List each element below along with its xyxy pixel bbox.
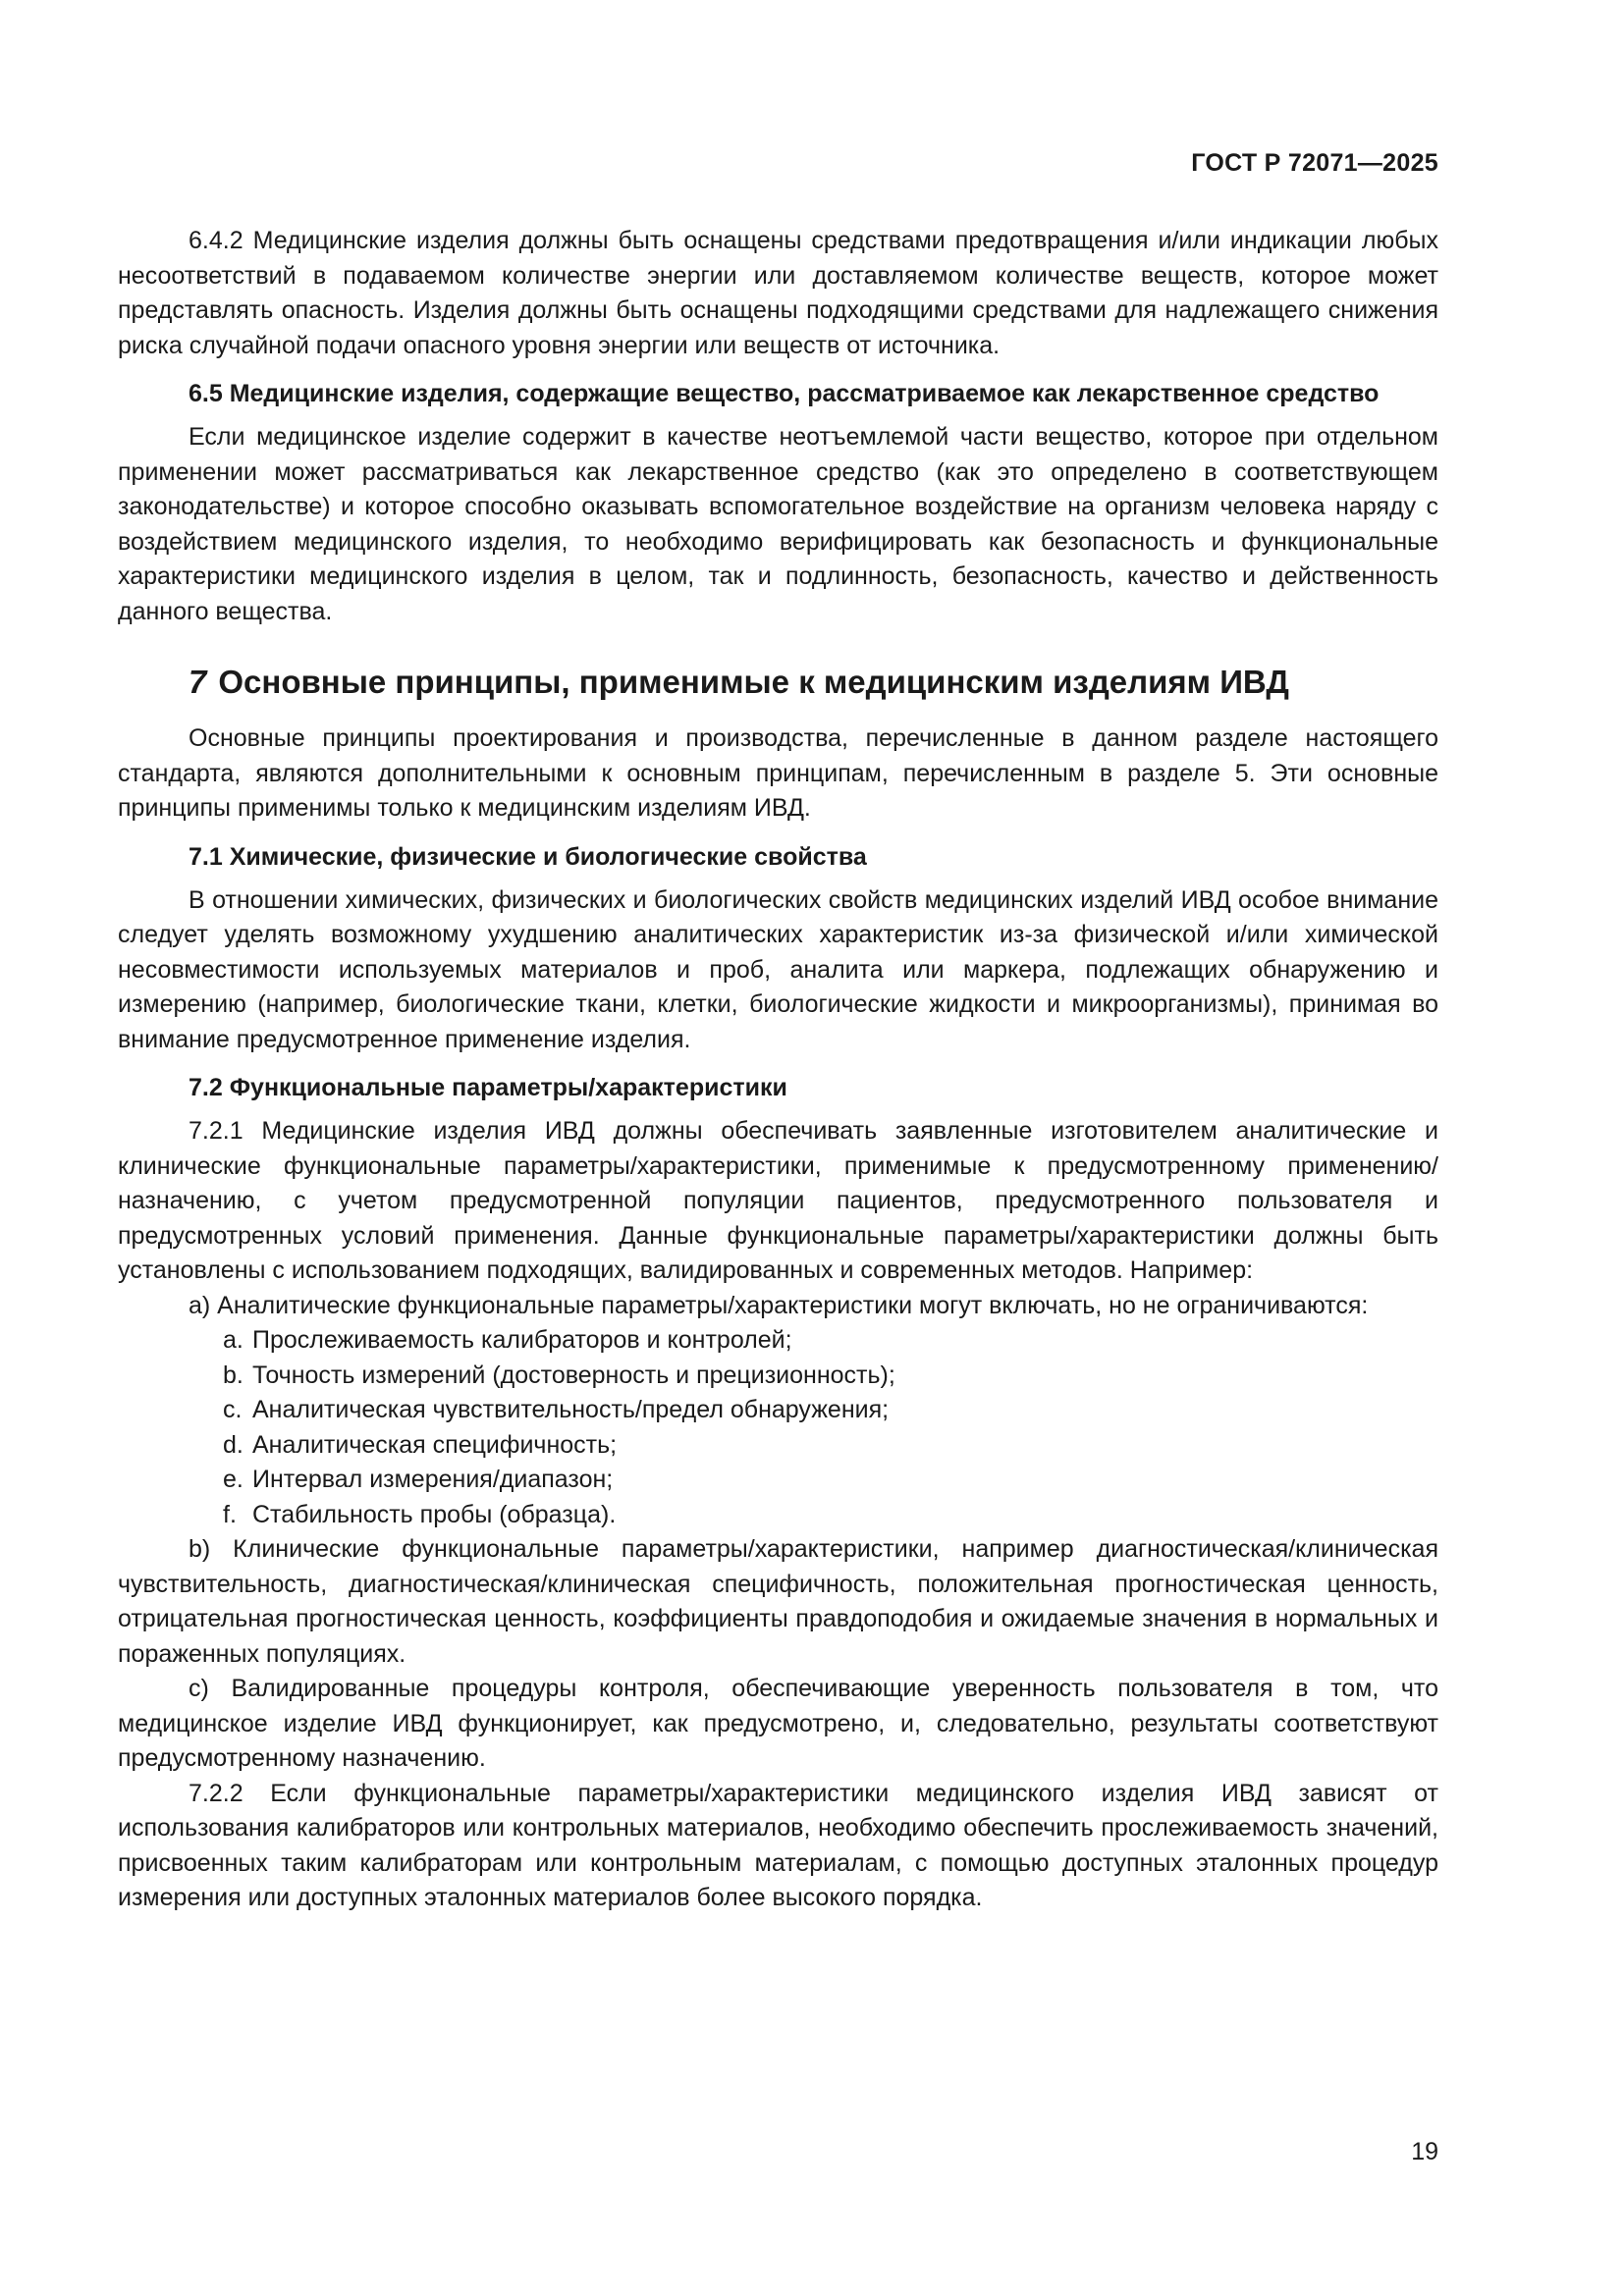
- list-item-label: d.: [223, 1430, 244, 1459]
- heading-6-5: 6.5 Медицинские изделия, содержащие вещество, рассматриваемое как лекарственное средство: [189, 380, 1380, 407]
- paragraph-6-4-2: 6.4.2 Медицинские изделия должны быть оснащены средствами предотвращения и/или индикации любых несоответствий в подаваемом количестве энергии или доставляемом количестве веществ, которое может представлять опасность. Изделия должны быть оснащены подходящими средствами для надлежащего снижения риска случайной подачи опасного уровня энергии или веществ от источника.: [118, 227, 1438, 359]
- section-7-title: Основные принципы, применимые к медицинским изделиям ИВД: [218, 664, 1289, 700]
- list-item-label: f.: [223, 1500, 237, 1528]
- paragraph-7-2-2: 7.2.2 Если функциональные параметры/характеристики медицинского изделия ИВД зависят от использования калибраторов или контрольных материалов, необходимо обеспечить прослеживаемость значений, присвоенных таким калибраторам или контрольным материалам, с помощью доступных эталонных процедур измерения или доступных эталонных материалов более высокого порядка.: [118, 1779, 1438, 1911]
- section-7-heading: [118, 663, 1438, 702]
- list-item-text: Интервал измерения/диапазон;: [252, 1466, 614, 1493]
- list-item: [118, 1428, 1438, 1464]
- list-item-text: Аналитическая чувствительность/предел обнаружения;: [252, 1396, 890, 1423]
- list-item-text: Стабильность пробы (образца).: [252, 1500, 617, 1528]
- list-item: [118, 1393, 1438, 1428]
- paragraph-7-2-1-a: a) Аналитические функциональные параметры/характеристики могут включать, но не ограничиваются:: [189, 1291, 1369, 1319]
- paragraph-6-5: Если медицинское изделие содержит в качестве неотъемлемой части вещество, которое при отдельном применении может рассматриваться как лекарственное средство (как это определено в соответствующем законодательстве) и которое способно оказывать вспомогательное воздействие на организм человека наряду с воздействием медицинского изделия, то необходимо верифицировать как безопасность и функциональные характеристики медицинского изделия в целом, так и подлинность, безопасность, качество и действенность данного вещества.: [118, 423, 1438, 625]
- analytical-characteristics-list: [118, 1323, 1438, 1532]
- heading-7-1: 7.1 Химические, физические и биологические свойства: [189, 842, 867, 871]
- heading-7-2: 7.2 Функциональные параметры/характеристики: [189, 1074, 787, 1101]
- list-item-label: a.: [223, 1326, 244, 1354]
- list-item: [118, 1359, 1438, 1394]
- paragraph-7-2-1-b: b) Клинические функциональные параметры/характеристики, например диагностическая/клиническая чувствительность, диагностическая/клиническая специфичность, положительная прогностическая ценность, отрицательная прогностическая ценность, коэффициенты правдоподобия и ожидаемые значения в нормальных и пораженных популяциях.: [118, 1535, 1438, 1668]
- paragraph-7-2-1-c: c) Валидированные процедуры контроля, обеспечивающие уверенность пользователя в том, что медицинское изделие ИВД функционирует, как предусмотрено, и, следовательно, результаты соответствуют предусмотренному назначению.: [118, 1675, 1438, 1772]
- list-item-label: e.: [223, 1466, 244, 1493]
- list-item-text: Прослеживаемость калибраторов и контролей;: [252, 1326, 792, 1354]
- document-page: [118, 0, 1438, 2296]
- paragraph-7-1: В отношении химических, физических и биологических свойств медицинских изделий ИВД особое внимание следует уделять возможному ухудшению аналитических характеристик из-за физической и/или химической несовместимости используемых материалов и проб, аналита или маркера, подлежащих обнаружению и измерению (например, биологические ткани, клетки, биологические жидкости и микроорганизмы), принимая во внимание предусмотренное применение изделия.: [118, 885, 1438, 1053]
- document-body: [118, 224, 1438, 1916]
- list-item-label: b.: [223, 1361, 244, 1389]
- list-item: [118, 1323, 1438, 1359]
- list-item-text: Точность измерений (достоверность и прецизионность);: [252, 1361, 895, 1389]
- paragraph-7-2-1: 7.2.1 Медицинские изделия ИВД должны обеспечивать заявленные изготовителем аналитические и клинические функциональные параметры/характеристики, применимые к предусмотренному применению/назначению, с учетом предусмотренной популяции пациентов, предусмотренного пользователя и предусмотренных условий применения. Данные функциональные параметры/характеристики должны быть установлены с использованием подходящих, валидированных и современных методов. Например:: [118, 1117, 1438, 1284]
- list-item: [118, 1463, 1438, 1498]
- list-item-label: c.: [223, 1396, 243, 1423]
- page-number: 19: [1411, 2138, 1438, 2165]
- list-item: [118, 1498, 1438, 1533]
- list-item-text: Аналитическая специфичность;: [252, 1430, 618, 1459]
- paragraph-7: Основные принципы проектирования и производства, перечисленные в данном разделе настоящего стандарта, являются дополнительными к основным принципам, перечисленным в разделе 5. Эти основные принципы применимы только к медицинским изделиям ИВД.: [118, 724, 1438, 822]
- standard-code-header: ГОСТ Р 72071—2025: [1191, 149, 1438, 177]
- section-7-number: 7: [189, 664, 207, 700]
